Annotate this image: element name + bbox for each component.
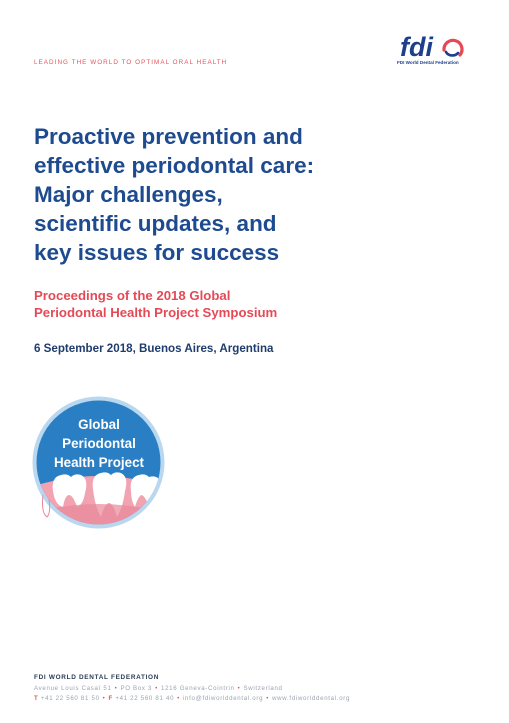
logo-wordmark: fdi bbox=[400, 32, 433, 62]
address-po-box: PO Box 3 bbox=[120, 685, 153, 692]
footer-organization: FDI WORLD DENTAL FEDERATION bbox=[34, 674, 160, 681]
separator-dot: • bbox=[114, 685, 118, 692]
separator-dot: • bbox=[266, 695, 270, 702]
badge-title: Global Periodontal Health Project bbox=[53, 417, 145, 470]
address-country: Switzerland bbox=[243, 685, 283, 692]
page-title: Proactive prevention and effective periodontal care: Major challenges, scientific updates, and key issues for success bbox=[34, 124, 315, 265]
address-city: 1216 Geneva-Cointrin bbox=[160, 685, 235, 692]
email-link[interactable]: info@fdiworlddental.org bbox=[183, 695, 264, 702]
fax-number: +41 22 560 81 40 bbox=[115, 695, 175, 702]
separator-dot: • bbox=[237, 685, 241, 692]
address-street: Avenue Louis Casaï 51 bbox=[34, 685, 112, 692]
separator-dot: • bbox=[155, 685, 158, 692]
gphp-badge bbox=[31, 395, 166, 530]
tel-number[interactable]: +41 22 560 81 50 bbox=[40, 695, 100, 702]
separator-dot: • bbox=[102, 695, 106, 702]
footer-contact bbox=[34, 695, 350, 702]
website-link[interactable]: www.fdiworlddental.org bbox=[272, 695, 351, 702]
header-tagline: LEADING THE WORLD TO OPTIMAL ORAL HEALTH bbox=[34, 59, 228, 66]
fdi-logo bbox=[392, 34, 476, 70]
logo-swoosh-icon bbox=[440, 38, 464, 60]
event-date-location: 6 September 2018, Buenos Aires, Argentina bbox=[34, 342, 274, 355]
footer-address bbox=[34, 685, 283, 692]
tel-label: T bbox=[34, 695, 39, 702]
page-subtitle: Proceedings of the 2018 Global Periodontal Health Project Symposium bbox=[34, 288, 278, 320]
separator-dot: • bbox=[177, 695, 180, 702]
logo-subtitle: FDI World Dental Federation bbox=[397, 60, 459, 65]
fax-label: F bbox=[108, 695, 113, 702]
